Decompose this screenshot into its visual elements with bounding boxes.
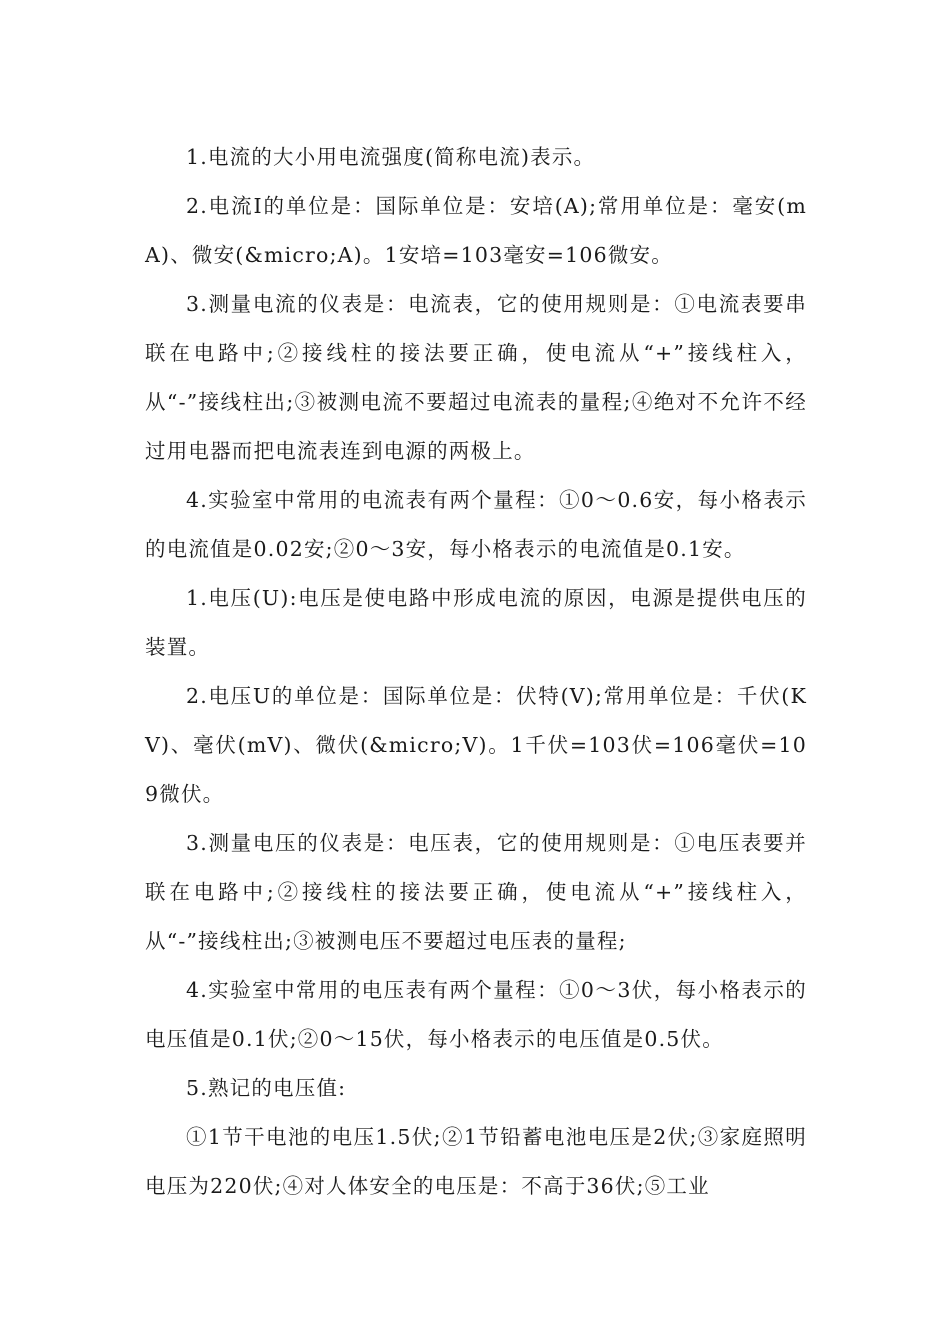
paragraph-voltage-values-heading: 5.熟记的电压值:: [186, 1076, 347, 1100]
paragraph-voltage-unit: 2.电压U的单位是：国际单位是：伏特(V);常用单位是：千伏(KV)、毫伏(mV)、微伏(&micro;V)。1千伏=103伏=106毫伏=109微伏。: [145, 684, 807, 806]
paragraph-ammeter-ranges: 4.实验室中常用的电流表有两个量程：①0～0.6安，每小格表示的电流值是0.02安;②0～3安，每小格表示的电流值是0.1安。: [145, 488, 807, 561]
paragraph-voltmeter-ranges: 4.实验室中常用的电压表有两个量程：①0～3伏，每小格表示的电压值是0.1伏;②0～15伏，每小格表示的电压值是0.5伏。: [145, 978, 807, 1051]
document-body: [145, 133, 807, 1211]
paragraph-voltage-definition: 1.电压(U):电压是使电路中形成电流的原因，电源是提供电压的装置。: [145, 586, 807, 659]
paragraph-voltage-values-list: ①1节干电池的电压1.5伏;②1节铅蓄电池电压是2伏;③家庭照明电压为220伏;④对人体安全的电压是：不高于36伏;⑤工业: [145, 1125, 807, 1198]
paragraph-current-unit: 2.电流I的单位是：国际单位是：安培(A);常用单位是：毫安(mA)、微安(&micro;A)。1安培=103毫安=106微安。: [145, 194, 807, 267]
paragraph-current-magnitude: 1.电流的大小用电流强度(简称电流)表示。: [186, 145, 596, 169]
paragraph-voltmeter-rules: 3.测量电压的仪表是：电压表，它的使用规则是：①电压表要并联在电路中;②接线柱的接法要正确，使电流从“+”接线柱入，从“-”接线柱出;③被测电压不要超过电压表的量程;: [145, 831, 807, 953]
paragraph-ammeter-rules: 3.测量电流的仪表是：电流表，它的使用规则是：①电流表要串联在电路中;②接线柱的接法要正确，使电流从“+”接线柱入，从“-”接线柱出;③被测电流不要超过电流表的量程;④绝对不允许不经过用电器而把电流表连到电源的两极上。: [145, 292, 807, 463]
